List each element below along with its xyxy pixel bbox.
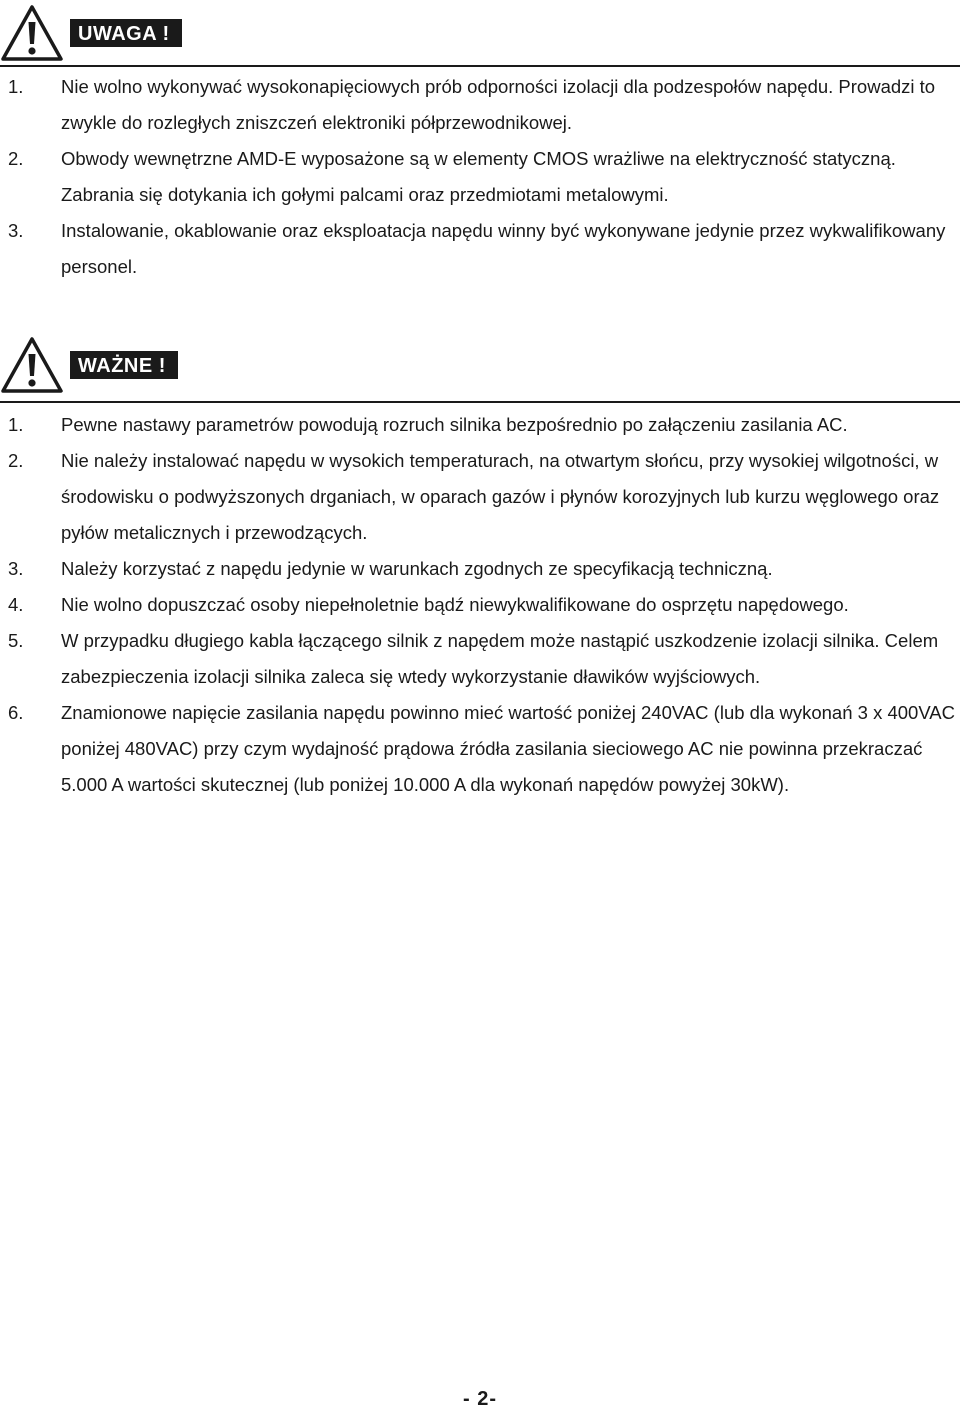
important-header	[0, 336, 178, 394]
list-item	[0, 407, 960, 443]
item-text: Pewne nastawy parametrów powodują rozruch silnika bezpośrednio po załączeniu zasilania AC.	[61, 414, 848, 435]
item-text: Obwody wewnętrzne AMD-E wyposażone są w elementy CMOS wrażliwe na elektryczność statyczną. Zabrania się dotykania ich gołymi palcami oraz przedmiotami metalowymi.	[61, 148, 896, 205]
warning-header	[0, 4, 182, 62]
item-number: 2.	[8, 450, 24, 471]
list-item	[0, 141, 960, 213]
list-item	[0, 695, 960, 803]
item-number: 1.	[8, 414, 24, 435]
warning-label: UWAGA !	[70, 19, 182, 47]
page-number: - 2-	[463, 1388, 497, 1410]
item-number: 3.	[8, 220, 24, 241]
list-item	[0, 213, 960, 285]
list-item	[0, 443, 960, 551]
list-item	[0, 551, 960, 587]
important-divider	[0, 401, 960, 403]
important-list	[0, 407, 960, 803]
item-text: Należy korzystać z napędu jedynie w warunkach zgodnych ze specyfikacją techniczną.	[61, 558, 773, 579]
warning-list	[0, 69, 960, 285]
important-label: WAŻNE !	[70, 351, 178, 379]
item-text: Nie należy instalować napędu w wysokich temperaturach, na otwartym słońcu, przy wysokiej wilgotności, w środowisku o podwyższonych drganiach, w oparach gazów i płynów korozyjnych lub kurzu węglowego oraz pyłów metalicznych i przewodzących.	[61, 450, 940, 543]
item-number: 3.	[8, 558, 24, 579]
item-number: 4.	[8, 594, 24, 615]
item-text: Znamionowe napięcie zasilania napędu powinno mieć wartość poniżej 240VAC (lub dla wykonań 3 x 400VAC poniżej 480VAC) przy czym wydajność prądowa źródła zasilania sieciowego AC nie powinna przekraczać 5.000 A wartości skutecznej (lub poniżej 10.000 A dla wykonań napędów powyżej 30kW).	[61, 702, 955, 795]
item-number: 1.	[8, 76, 24, 97]
list-item	[0, 587, 960, 623]
item-number: 2.	[8, 148, 24, 169]
list-item	[0, 69, 960, 141]
item-number: 6.	[8, 702, 24, 723]
warning-triangle-icon	[0, 336, 64, 394]
warning-divider	[0, 65, 960, 67]
item-text: W przypadku długiego kabla łączącego silnik z napędem może nastąpić uszkodzenie izolacji silnika. Celem zabezpieczenia izolacji silnika zaleca się wtedy wykorzystanie dławików wyjściowych.	[61, 630, 939, 687]
warning-triangle-icon	[0, 4, 64, 62]
item-text: Nie wolno dopuszczać osoby niepełnoletnie bądź niewykwalifikowane do osprzętu napędowego.	[61, 594, 849, 615]
item-text: Nie wolno wykonywać wysokonapięciowych prób odporności izolacji dla podzespołów napędu. Prowadzi to zwykle do rozległych zniszczeń elektroniki półprzewodnikowej.	[61, 76, 936, 133]
item-text: Instalowanie, okablowanie oraz eksploatacja napędu winny być wykonywane jedynie przez wykwalifikowany personel.	[61, 220, 946, 277]
list-item	[0, 623, 960, 695]
item-number: 5.	[8, 630, 24, 651]
